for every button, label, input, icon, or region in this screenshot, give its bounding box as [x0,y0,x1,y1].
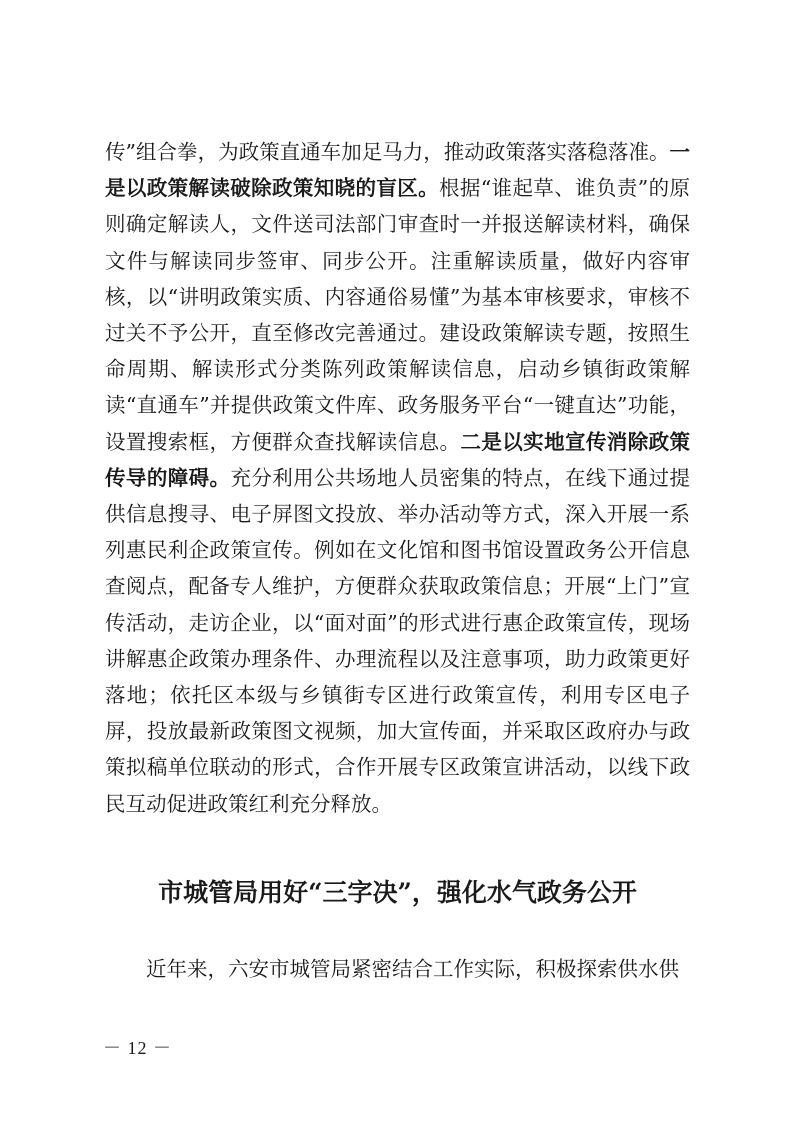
page-number: － 12 － [103,1038,172,1058]
paragraph-text: 传”组合拳，为政策直通车加足马力，推动政策落实落稳落准。 [105,140,670,164]
section-intro-paragraph: 近年来，六安市城管局紧密结合工作实际，积极探索供水供 [146,957,679,981]
paragraph-text: 根据“谁起草、谁负责”的原则确定解读人，文件送司法部门审查时一并报送解读材料，确保文件与解读同步签审、同步公开。注重解读质量，做好内容审核，以“讲明政策实质、内容通俗易懂”为基本审核要求，审核不过关不予公开，直至修改完善通过。建设政策解读专题，按照生命周期、解读形式分类陈列政策解读信息，启动乡镇街政策解读“直通车”并提供政策文件库、政务服务平台“一键直达”功能，设置搜索框，方便群众查找解读信息。 [105,176,691,454]
bold-subheading-2: 二是以实地宣传消除政策传导的障碍。 [105,429,691,490]
section-heading: 市城管局用好“三字决”，强化水气政务公开 [158,878,637,907]
paragraph-text: 充分利用公共场地人员密集的特点，在线下通过提供信息搜寻、电子屏图文投放、举办活动等方式，深入开展一系列惠民利企政策宣传。例如在文化馆和图书馆设置政务公开信息查阅点，配备专人维护，方便群众获取政策信息；开展“上门”宣传活动，走访企业，以“面对面”的形式进行惠企政策宣传，现场讲解惠企政策办理条件、办理流程以及注意事项，助力政策更好落地；依托区本级与乡镇街专区进行政策宣传，利用专区电子屏，投放最新政策图文视频，加大宣传面，并采取区政府办与政策拟稿单位联动的形式，合作开展专区政策宣讲活动，以线下政民互动促进政策红利充分释放。 [105,465,691,816]
body-paragraph [105,134,690,822]
document-body [105,134,690,822]
bold-subheading-1: 一是以政策解读破除政策知晓的盲区。 [105,140,690,201]
